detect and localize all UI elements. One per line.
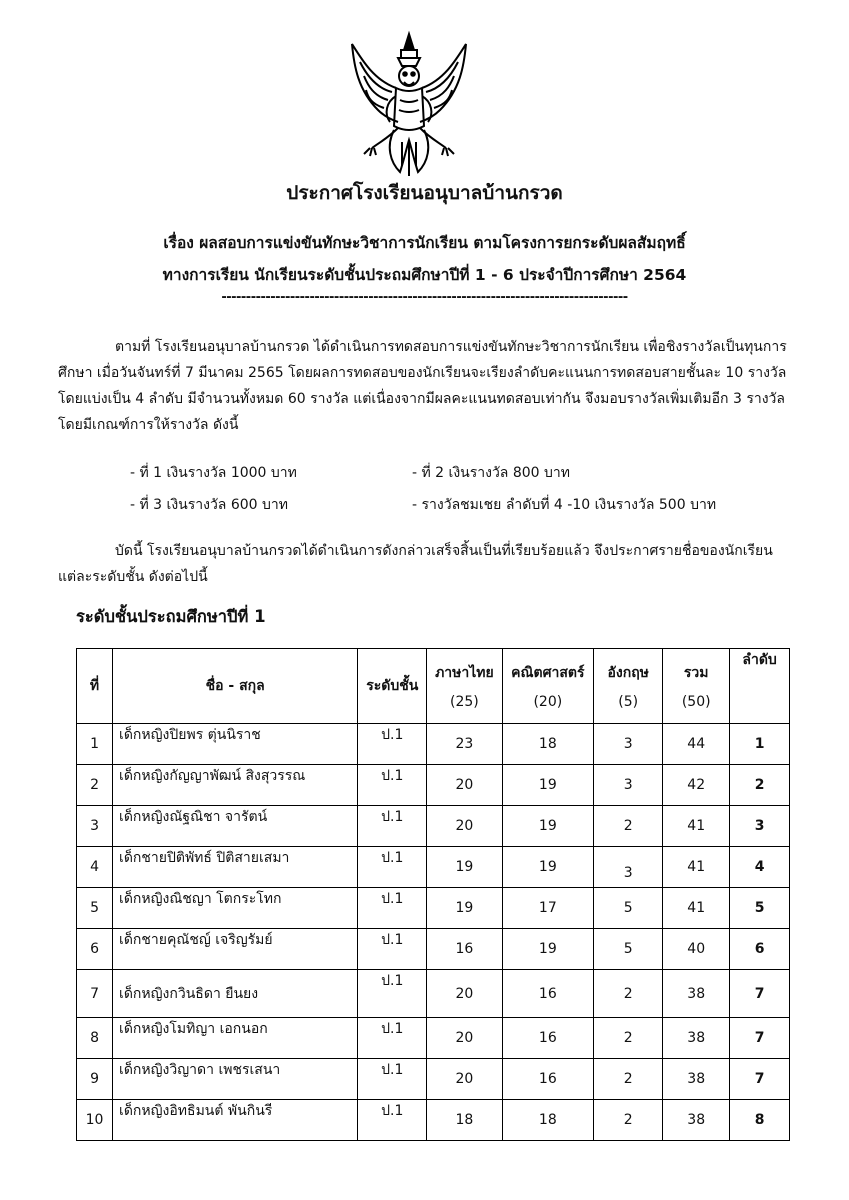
cell-math: 16 <box>502 970 594 1018</box>
cell-total: 44 <box>663 724 730 765</box>
cell-thai: 19 <box>427 888 502 929</box>
announcement-paragraph: บัดนี้ โรงเรียนอนุบาลบ้านกรวดได้ดำเนินการดังกล่าวเสร็จสิ้นเป็นที่เรียบร้อยแล้ว จึงประกาศรายชื่อของนักเรียนแต่ละระดับชั้น ดังต่อไปนี้ <box>58 543 773 585</box>
cell-name: เด็กหญิงกัญญาพัฒน์ สิงสุวรรณ <box>113 765 358 806</box>
cell-total: 38 <box>663 970 730 1018</box>
prize-first: - ที่ 1 เงินรางวัล 1000 บาท <box>130 465 297 481</box>
cell-math: 18 <box>502 724 594 765</box>
subject-line-1: เรื่อง ผลสอบการแข่งขันทักษะวิชาการนักเรียน ตามโครงการยกระดับผลสัมฤทธิ์ <box>163 234 686 252</box>
cell-math: 19 <box>502 847 594 888</box>
cell-rank: 7 <box>730 1059 790 1100</box>
table-row <box>77 1059 790 1100</box>
cell-thai: 20 <box>427 765 502 806</box>
cell-english: 2 <box>594 970 663 1018</box>
header-name: ชื่อ - สกุล <box>113 649 358 724</box>
cell-name: เด็กหญิงณิชญา โตกระโทก <box>113 888 358 929</box>
cell-rank: 1 <box>730 724 790 765</box>
section-title: ระดับชั้นประถมศึกษาปีที่ 1 <box>76 607 266 626</box>
prize-third: - ที่ 3 เงินรางวัล 600 บาท <box>130 497 288 513</box>
cell-rank: 8 <box>730 1100 790 1141</box>
cell-level: ป.1 <box>358 765 427 806</box>
garuda-emblem-icon <box>344 30 474 180</box>
header-english-label: อังกฤษ <box>607 665 649 681</box>
cell-level: ป.1 <box>358 724 427 765</box>
cell-thai: 20 <box>427 970 502 1018</box>
cell-rank: 7 <box>730 1018 790 1059</box>
cell-math: 16 <box>502 1059 594 1100</box>
cell-name: เด็กหญิงวิญาดา เพชรเสนา <box>113 1059 358 1100</box>
cell-english: 2 <box>594 1100 663 1141</box>
cell-total: 38 <box>663 1018 730 1059</box>
cell-thai: 18 <box>427 1100 502 1141</box>
cell-math: 19 <box>502 806 594 847</box>
table-row <box>77 765 790 806</box>
cell-level: ป.1 <box>358 1018 427 1059</box>
cell-level: ป.1 <box>358 1059 427 1100</box>
table-row <box>77 806 790 847</box>
subject-line-2: ทางการเรียน นักเรียนระดับชั้นประถมศึกษาปีที่ 1 - 6 ประจำปีการศึกษา 2564 <box>162 266 687 284</box>
cell-rank: 6 <box>730 929 790 970</box>
prize-second: - ที่ 2 เงินรางวัล 800 บาท <box>412 465 570 481</box>
cell-name: เด็กหญิงโมทิญา เอกนอก <box>113 1018 358 1059</box>
header-total <box>663 649 730 724</box>
cell-thai: 20 <box>427 1018 502 1059</box>
results-table <box>76 648 790 1141</box>
cell-thai: 16 <box>427 929 502 970</box>
table-row <box>77 929 790 970</box>
header-total-label: รวม <box>683 665 709 681</box>
cell-math: 18 <box>502 1100 594 1141</box>
cell-thai: 20 <box>427 806 502 847</box>
cell-no: 3 <box>77 806 113 847</box>
cell-no: 5 <box>77 888 113 929</box>
cell-name: เด็กหญิงณัฐณิชา จารัตน์ <box>113 806 358 847</box>
cell-no: 6 <box>77 929 113 970</box>
cell-thai: 23 <box>427 724 502 765</box>
cell-total: 42 <box>663 765 730 806</box>
announcement-title: ประกาศโรงเรียนอนุบาลบ้านกรวด <box>286 182 563 204</box>
cell-no: 1 <box>77 724 113 765</box>
cell-math: 17 <box>502 888 594 929</box>
cell-level: ป.1 <box>358 1100 427 1141</box>
cell-english: 3 <box>594 765 663 806</box>
table-row <box>77 888 790 929</box>
cell-total: 38 <box>663 1059 730 1100</box>
cell-rank: 2 <box>730 765 790 806</box>
cell-no: 7 <box>77 970 113 1018</box>
table-row <box>77 1100 790 1141</box>
cell-english: 2 <box>594 1018 663 1059</box>
cell-no: 4 <box>77 847 113 888</box>
table-header-row <box>77 649 790 724</box>
cell-level: ป.1 <box>358 970 427 1018</box>
cell-rank: 5 <box>730 888 790 929</box>
cell-total: 41 <box>663 847 730 888</box>
table-row <box>77 970 790 1018</box>
cell-rank: 4 <box>730 847 790 888</box>
cell-name: เด็กหญิงกวินธิดา ยืนยง <box>113 970 358 1018</box>
cell-level: ป.1 <box>358 929 427 970</box>
cell-total: 40 <box>663 929 730 970</box>
header-total-max: (50) <box>681 694 711 710</box>
cell-no: 2 <box>77 765 113 806</box>
cell-no: 9 <box>77 1059 113 1100</box>
cell-name: เด็กชายปิติพัทธ์ ปิติสายเสมา <box>113 847 358 888</box>
cell-rank: 7 <box>730 970 790 1018</box>
header-thai-max: (25) <box>450 694 479 710</box>
cell-name: เด็กหญิงอิทธิมนต์ พันกินรี <box>113 1100 358 1141</box>
cell-english: 3 <box>594 724 663 765</box>
header-rank: ลำดับ <box>730 649 790 724</box>
cell-total: 41 <box>663 888 730 929</box>
cell-no: 10 <box>77 1100 113 1141</box>
cell-math: 19 <box>502 929 594 970</box>
header-math-max: (20) <box>533 694 563 710</box>
cell-no: 8 <box>77 1018 113 1059</box>
header-math <box>502 649 594 724</box>
header-english-max: (5) <box>618 694 639 710</box>
cell-english: 3 <box>594 847 663 888</box>
cell-rank: 3 <box>730 806 790 847</box>
cell-level: ป.1 <box>358 847 427 888</box>
intro-paragraph: ตามที่ โรงเรียนอนุบาลบ้านกรวด ได้ดำเนินการทดสอบการแข่งขันทักษะวิชาการนักเรียน เพื่อชิงรางวัลเป็นทุนการศึกษา เมื่อวันจันทร์ที่ 7 มีนาคม 2565 โดยผลการทดสอบของนักเรียนจะเรียงลำดับคะแนนการทดสอบสายชั้นละ 10 รางวัล โดยแบ่งเป็น 4 ลำดับ มีจำนวนทั้งหมด 60 รางวัล แต่เนื่องจากมีผลคะแนนทดสอบเท่ากัน จึงมอบรางวัลเพิ่มเติมอีก 3 รางวัล โดยมีเกณฑ์การให้รางวัล ดังนี้ <box>58 339 787 433</box>
cell-english: 5 <box>594 888 663 929</box>
cell-total: 41 <box>663 806 730 847</box>
header-english <box>594 649 663 724</box>
divider-line: ----------------------------------------------------------------------------------- <box>221 290 628 305</box>
cell-level: ป.1 <box>358 888 427 929</box>
cell-thai: 20 <box>427 1059 502 1100</box>
header-no: ที่ <box>77 649 113 724</box>
cell-math: 16 <box>502 1018 594 1059</box>
table-row <box>77 1018 790 1059</box>
cell-name: เด็กหญิงปิยพร ตุ่นนิราช <box>113 724 358 765</box>
cell-english: 2 <box>594 806 663 847</box>
header-level: ระดับชั้น <box>358 649 427 724</box>
cell-total: 38 <box>663 1100 730 1141</box>
cell-thai: 19 <box>427 847 502 888</box>
cell-level: ป.1 <box>358 806 427 847</box>
cell-english: 2 <box>594 1059 663 1100</box>
prize-honorable: - รางวัลชมเชย ลำดับที่ 4 -10 เงินรางวัล 500 บาท <box>412 497 717 513</box>
table-row <box>77 724 790 765</box>
header-math-label: คณิตศาสตร์ <box>511 665 585 681</box>
cell-math: 19 <box>502 765 594 806</box>
cell-english: 5 <box>594 929 663 970</box>
header-thai-label: ภาษาไทย <box>435 665 494 681</box>
header-thai <box>427 649 502 724</box>
cell-name: เด็กชายคุณัชญ์ เจริญรัมย์ <box>113 929 358 970</box>
table-row <box>77 847 790 888</box>
